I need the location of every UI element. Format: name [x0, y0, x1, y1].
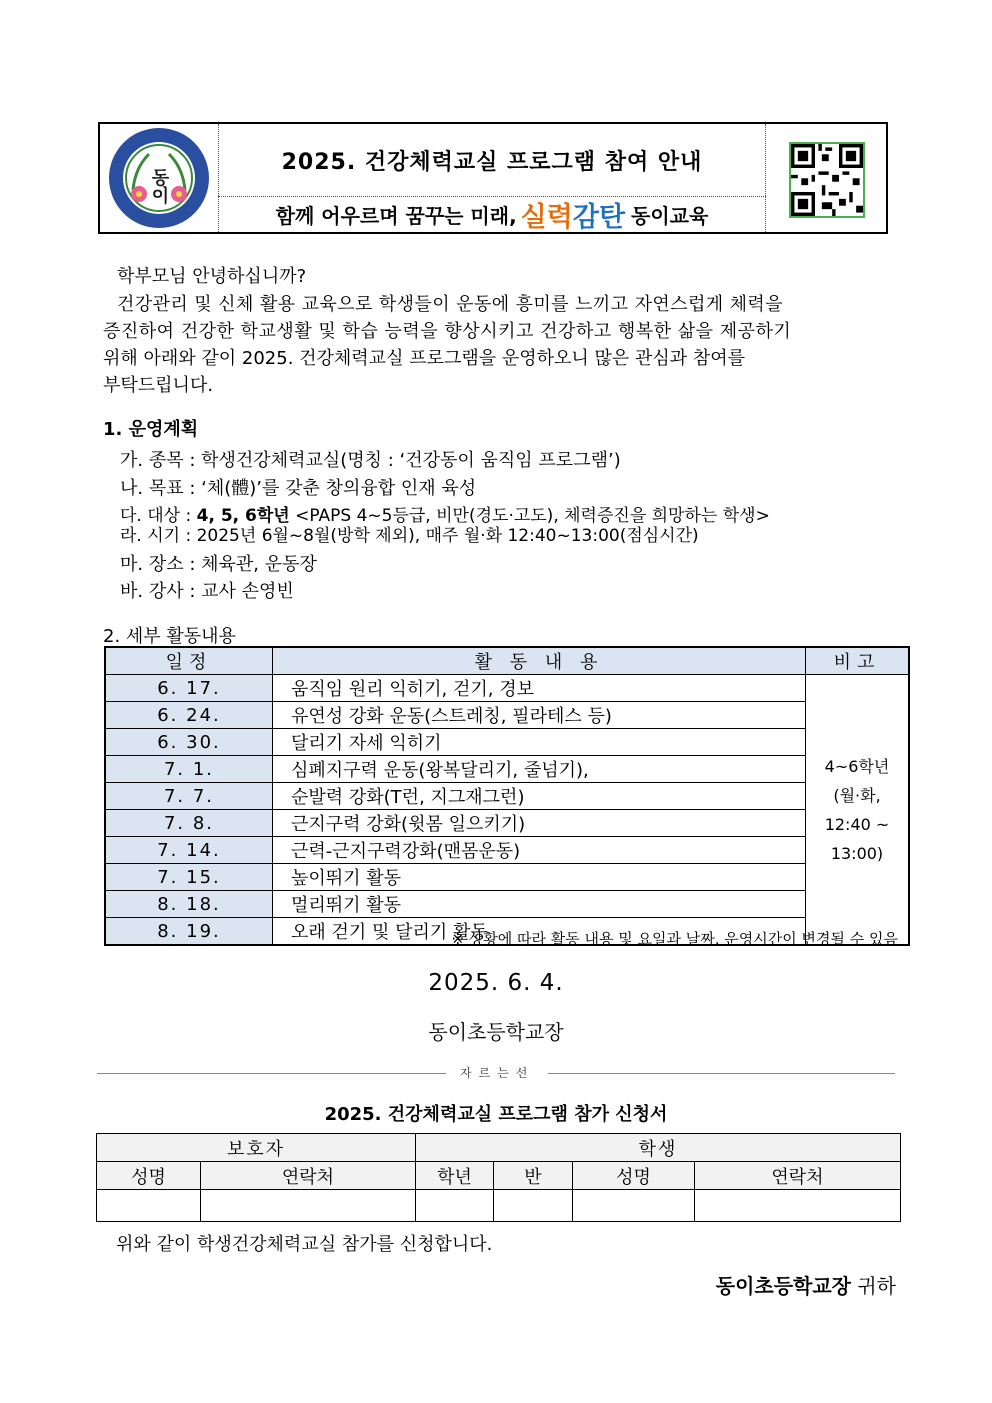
plan-item-label: 다. 대상 :	[120, 506, 197, 526]
closing-honorific: 귀하	[851, 1274, 896, 1298]
slogan	[218, 196, 766, 232]
table-row	[105, 783, 909, 810]
qr-cell	[765, 124, 886, 232]
note-line: 4~6학년	[824, 756, 890, 776]
form-group-row	[97, 1134, 901, 1162]
slogan-word-4: 탄	[598, 201, 626, 233]
row-activity: 오래 걷기 및 달리기 활동	[273, 918, 806, 946]
row-date: 6. 30.	[105, 729, 273, 756]
plan-item-label: 라. 시기 :	[120, 526, 197, 546]
row-date: 7. 15.	[105, 864, 273, 891]
apply-statement: 위와 같이 학생건강체력교실 참가를 신청합니다.	[116, 1234, 493, 1255]
form-title: 2025. 건강체력교실 프로그램 참가 신청서	[324, 1104, 668, 1125]
form-input-row	[97, 1190, 901, 1222]
table-row	[105, 864, 909, 891]
closing-line	[716, 1270, 896, 1299]
plan-item-text: ‘체(體)’를 갖춘 창의융합 인재 육성	[201, 478, 477, 499]
student-name-field[interactable]	[573, 1190, 695, 1222]
plan-item-text: 교사 손영빈	[201, 581, 294, 602]
row-activity: 멀리뛰기 활동	[273, 891, 806, 918]
plan-item-label: 나. 목표 :	[120, 478, 202, 499]
signer: 동이초등학교장	[428, 1020, 564, 1044]
note-line: 12:40 ~	[824, 814, 890, 834]
slogan-highlight	[521, 195, 625, 234]
intro-line-3: 위해 아래와 같이 2025. 건강체력교실 프로그램을 운영하오니 많은 관심과 참여를	[103, 348, 746, 369]
note-cell	[806, 675, 910, 946]
intro-paragraph	[103, 291, 898, 399]
col-note-header: 비고	[806, 647, 910, 675]
intro-line-2: 증진하여 건강한 학교생활 및 학습 능력을 향상시키고 건강하고 행복한 삶을 제공하기	[103, 321, 792, 342]
student-grade-header: 학년	[416, 1162, 494, 1190]
plan-item-text: 체육관, 운동장	[201, 554, 317, 575]
table-row	[105, 702, 909, 729]
change-notice: ※ 상황에 따라 활동 내용 및 요일과 날짜, 운영시간이 변경될 수 있음	[451, 930, 898, 948]
plan-item-text: <PAPS 4~5등급, 비만(경도·고도), 체력증진을 희망하는 학생>	[289, 506, 770, 526]
slogan-suffix: 동이교육	[631, 203, 709, 228]
plan-item-2	[120, 474, 476, 500]
row-activity: 순발력 강화(T런, 지그재그런)	[273, 783, 806, 810]
plan-item-text: 2025년 6월~8월(방학 제외), 매주 월·화 12:40~13:00(점심시간)	[196, 526, 699, 546]
row-date: 7. 14.	[105, 837, 273, 864]
slogan-prefix: 함께 어우르며 꿈꾸는 미래,	[275, 203, 517, 228]
student-contact-field[interactable]	[695, 1190, 901, 1222]
row-date: 6. 17.	[105, 675, 273, 702]
plan-item-5	[120, 550, 317, 576]
plan-item-4	[120, 521, 699, 546]
table-row	[105, 837, 909, 864]
note-line: 13:00)	[830, 843, 884, 863]
table-row	[105, 729, 909, 756]
student-name-header: 성명	[573, 1162, 695, 1190]
row-date: 8. 19.	[105, 918, 273, 946]
group-guardian: 보호자	[97, 1134, 416, 1162]
table-row	[105, 810, 909, 837]
document-date: 2025. 6. 4.	[428, 970, 564, 996]
row-activity: 근지구력 강화(윗몸 일으키기)	[273, 810, 806, 837]
table-row	[105, 891, 909, 918]
note-line: (월·화,	[833, 785, 881, 805]
row-date: 7. 7.	[105, 783, 273, 810]
school-logo-icon	[105, 124, 213, 232]
plan-item-text: 학생건강체력교실(명칭 : ‘건강동이 움직임 프로그램’)	[201, 450, 621, 471]
logo-center-text: 동이	[148, 168, 170, 204]
row-activity: 심폐지구력 운동(왕복달리기, 줄넘기),	[273, 756, 806, 783]
closing-recipient: 동이초등학교장	[715, 1274, 851, 1298]
row-activity: 높이뛰기 활동	[273, 864, 806, 891]
student-class-field[interactable]	[494, 1190, 573, 1222]
header-box	[98, 122, 888, 234]
plan-item-bold: 4, 5, 6학년	[196, 506, 290, 526]
student-class-header: 반	[494, 1162, 573, 1190]
col-activity-header: 활 동 내 용	[273, 647, 806, 675]
greeting: 학부모님 안녕하십니까?	[117, 266, 307, 287]
logo-cell	[100, 124, 219, 232]
plan-item-label: 바. 강사 :	[120, 581, 202, 602]
student-grade-field[interactable]	[416, 1190, 494, 1222]
plan-heading: 1. 운영계획	[103, 419, 199, 440]
row-activity: 유연성 강화 운동(스트레칭, 필라테스 등)	[273, 702, 806, 729]
row-activity: 달리기 자세 익히기	[273, 729, 806, 756]
table-row	[105, 756, 909, 783]
form-column-row	[97, 1162, 901, 1190]
details-heading: 2. 세부 활동내용	[103, 626, 236, 647]
plan-item-1	[120, 446, 621, 472]
row-activity: 움직임 원리 익히기, 걷기, 경보	[273, 675, 806, 702]
guardian-name-header: 성명	[97, 1162, 201, 1190]
guardian-contact-header: 연락처	[201, 1162, 416, 1190]
table-row	[105, 675, 909, 702]
row-date: 8. 18.	[105, 891, 273, 918]
cut-label: 자르는선	[446, 1064, 548, 1081]
application-form-table	[96, 1133, 901, 1222]
intro-line-4: 부탁드립니다.	[103, 375, 214, 396]
page-title: 2025. 건강체력교실 프로그램 참여 안내	[218, 124, 766, 197]
row-date: 7. 8.	[105, 810, 273, 837]
schedule-header-row	[105, 647, 909, 675]
group-student: 학생	[416, 1134, 901, 1162]
plan-item-6	[120, 577, 294, 603]
plan-item-label: 가. 종목 :	[120, 450, 202, 471]
slogan-word-1: 실	[520, 201, 547, 233]
guardian-contact-field[interactable]	[201, 1190, 416, 1222]
row-date: 7. 1.	[105, 756, 273, 783]
slogan-word-3: 감	[572, 201, 599, 233]
guardian-name-field[interactable]	[97, 1190, 201, 1222]
row-date: 6. 24.	[105, 702, 273, 729]
intro-line-1: 건강관리 및 신체 활용 교육으로 학생들이 운동에 흥미를 느끼고 자연스럽게 체력을	[117, 294, 784, 315]
slogan-word-2: 력	[546, 201, 573, 233]
qr-code-icon[interactable]	[789, 142, 865, 218]
col-date-header: 일정	[105, 647, 273, 675]
student-contact-header: 연락처	[695, 1162, 901, 1190]
schedule-table	[104, 646, 910, 946]
row-activity: 근력-근지구력강화(맨몸운동)	[273, 837, 806, 864]
plan-item-label: 마. 장소 :	[120, 554, 202, 575]
